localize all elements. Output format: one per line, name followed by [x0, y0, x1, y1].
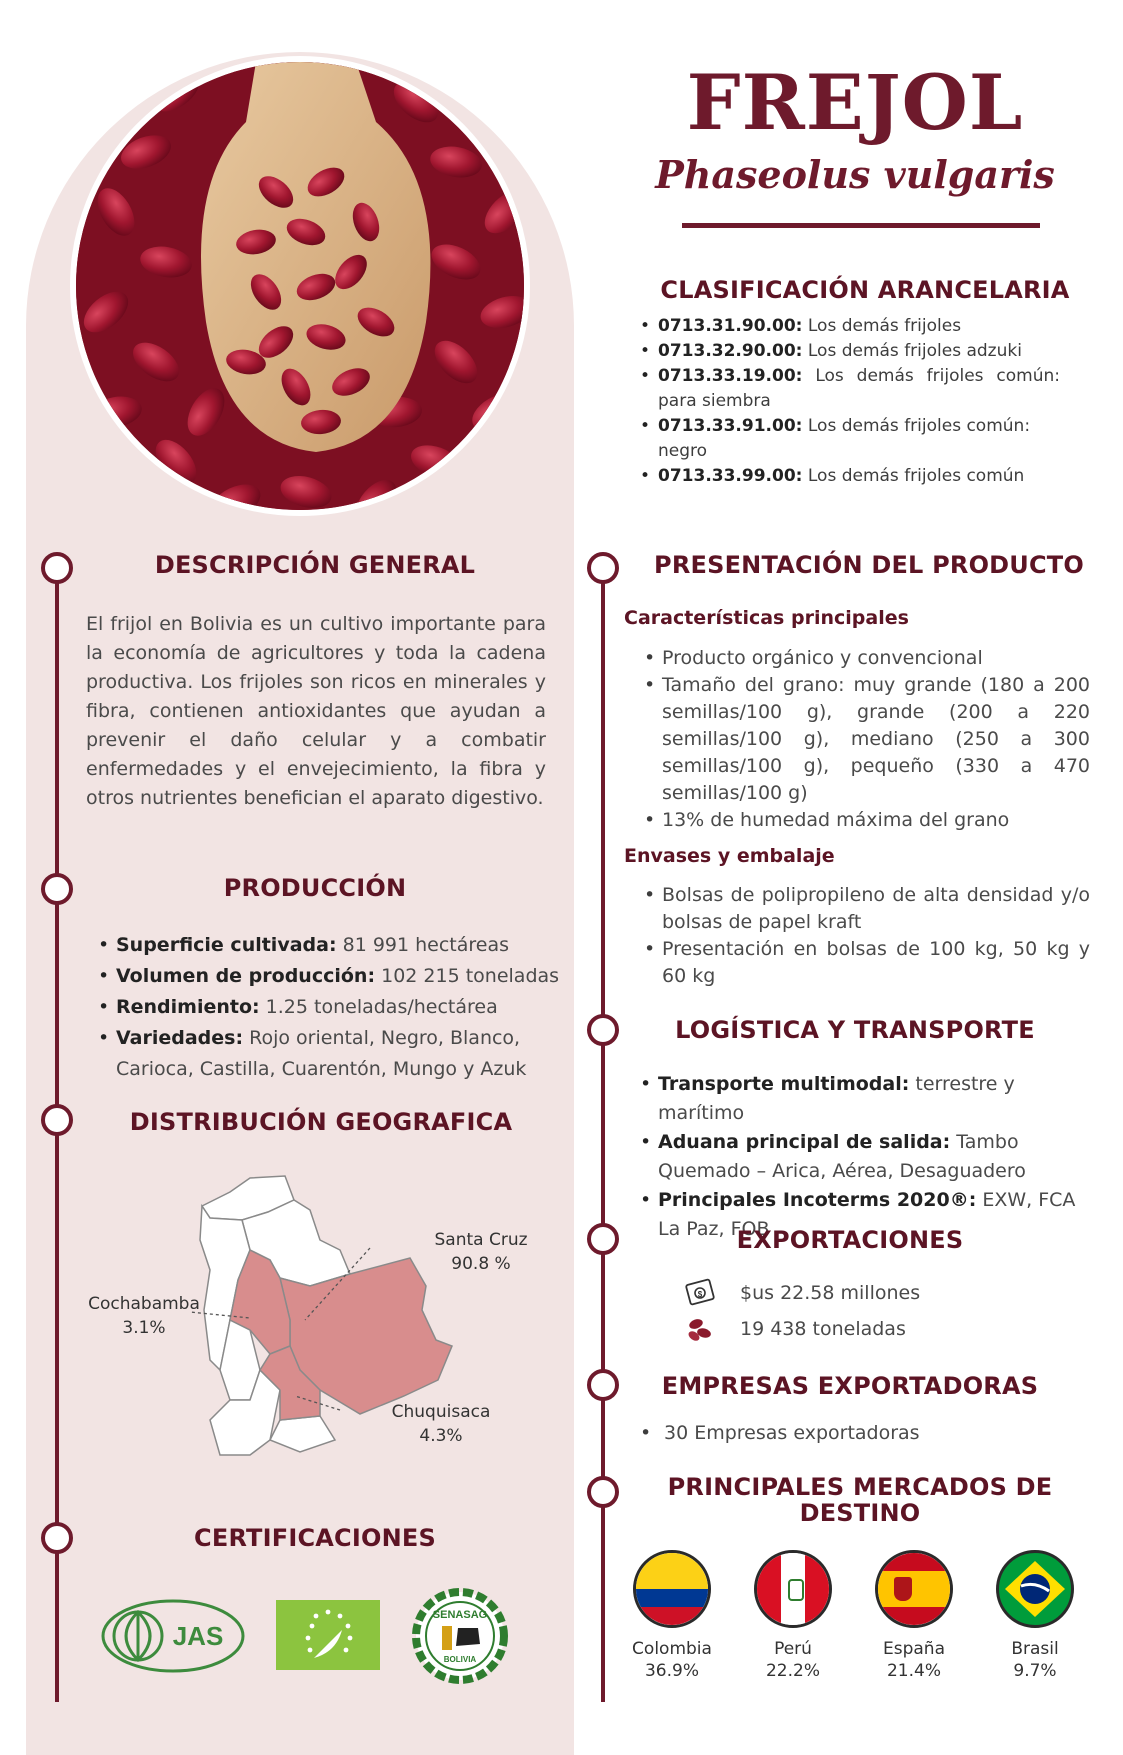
market-peru: Perú 22.2% — [738, 1550, 848, 1682]
list-item: • 0713.33.99.00: Los demás frijoles común — [636, 464, 1060, 489]
distribution-heading: DISTRIBUCIÓN GEOGRAFICA — [129, 1108, 513, 1136]
senasag-logo-subtext: BOLIVIA — [443, 1655, 477, 1664]
list-item: • Volumen de producción: 102 215 toneladas — [94, 961, 564, 992]
characteristics-list — [640, 645, 1090, 834]
list-item: • 0713.32.90.00: Los demás frijoles adzuki — [636, 339, 1060, 364]
map-tarija — [270, 1416, 335, 1452]
title-divider — [682, 223, 1040, 228]
timeline-node — [587, 1369, 619, 1401]
list-item: • 13% de humedad máxima del grano — [640, 807, 1090, 834]
map-label-chuquisaca: Chuquisaca 4.3% — [391, 1402, 491, 1446]
list-item: • Variedades: Rojo oriental, Negro, Blanco, Carioca, Castilla, Cuarentón, Mungo y Azuk — [94, 1023, 564, 1085]
production-list — [94, 930, 564, 1085]
timeline-node — [41, 1522, 73, 1554]
list-item: • 0713.31.90.00: Los demás frijoles — [636, 314, 1060, 339]
timeline-node — [41, 1104, 73, 1136]
description-heading: DESCRIPCIÓN GENERAL — [154, 551, 476, 579]
timeline-node — [587, 1014, 619, 1046]
list-item: • Aduana principal de salida: Tambo Quemado – Arica, Aérea, Desaguadero — [636, 1128, 1096, 1186]
svg-text:$: $ — [697, 1290, 703, 1299]
description-body: El frijol en Bolivia es un cultivo importante para la economía de agricultores y toda la cadena productiva. Los frijoles son ricos en minerales y fibra, contienen antioxidantes que ayudan a prevenir el daño celular y a combatir enfermedades y el envejecimiento, la fibra y otros nutrientes benefician el aparato digestivo. — [86, 613, 546, 809]
exports-value-row — [684, 1278, 920, 1308]
list-item: • Presentación en bolsas de 100 kg, 50 kg y 60 kg — [640, 936, 1090, 990]
jas-logo — [100, 1598, 246, 1674]
list-item: • Superficie cultivada: 81 991 hectáreas — [94, 930, 564, 961]
peru-flag-icon — [754, 1550, 832, 1628]
map-label-cochabamba: Cochabamba 3.1% — [88, 1294, 200, 1338]
list-item: • Tamaño del grano: muy grande (180 a 200 semillas/100 g), grande (200 a 220 semillas/100 g), mediano (250 a 300 semillas/100 g), pequeño (330 a 470 semillas/100 g) — [640, 672, 1090, 807]
beans-icon — [684, 1314, 718, 1344]
senasag-logo — [412, 1588, 508, 1684]
logistics-list — [636, 1070, 1096, 1244]
right-timeline — [601, 566, 605, 1702]
market-colombia: Colombia 36.9% — [617, 1550, 727, 1682]
beans-photo — [70, 56, 530, 516]
markets-heading: PRINCIPALES MERCADOS DE DESTINO — [667, 1473, 1053, 1527]
jas-logo-text: JAS — [172, 1621, 224, 1651]
timeline-node — [587, 552, 619, 584]
beans-illustration — [76, 62, 530, 516]
companies-heading: EMPRESAS EXPORTADORAS — [661, 1372, 1039, 1400]
list-item: • Producto orgánico y convencional — [640, 645, 1090, 672]
market-brazil: Brasil 9.7% — [980, 1550, 1090, 1682]
page-title: FREJOL — [686, 58, 1024, 147]
characteristics-title: Características principales — [624, 607, 909, 629]
list-item: • Rendimiento: 1.25 toneladas/hectárea — [94, 992, 564, 1023]
colombia-flag-icon — [633, 1550, 711, 1628]
spain-flag-icon — [875, 1550, 953, 1628]
list-item: • Transporte multimodal: terrestre y marítimo — [636, 1070, 1096, 1128]
exports-volume: 19 438 toneladas — [740, 1318, 906, 1340]
certifications-heading: CERTIFICACIONES — [194, 1524, 436, 1552]
companies-list — [636, 1420, 1076, 1447]
exports-volume-row — [684, 1314, 906, 1344]
brazil-flag-icon — [996, 1550, 1074, 1628]
presentation-heading: PRESENTACIÓN DEL PRODUCTO — [654, 551, 1084, 579]
list-item: • 0713.33.19.00: Los demás frijoles común: para siembra — [636, 364, 1060, 414]
exports-heading: EXPORTACIONES — [736, 1226, 964, 1254]
timeline-node — [587, 1223, 619, 1255]
timeline-node — [41, 552, 73, 584]
market-spain: España 21.4% — [859, 1550, 969, 1682]
exports-value: $us 22.58 millones — [740, 1282, 921, 1304]
scientific-name: Phaseolus vulgaris — [655, 152, 1055, 197]
list-item: • 30 Empresas exportadoras — [636, 1420, 1076, 1447]
packaging-list — [640, 882, 1090, 990]
list-item: • 0713.33.91.00: Los demás frijoles común: negro — [636, 414, 1060, 464]
production-heading: PRODUCCIÓN — [223, 874, 407, 902]
money-icon — [684, 1278, 718, 1308]
packaging-title: Envases y embalaje — [624, 845, 835, 867]
eu-organic-logo — [276, 1600, 380, 1670]
timeline-node — [41, 873, 73, 905]
timeline-node — [587, 1476, 619, 1508]
tariff-list — [636, 314, 1060, 489]
list-item: • Bolsas de polipropileno de alta densidad y/o bolsas de papel kraft — [640, 882, 1090, 936]
senasag-logo-text: SENASAG — [432, 1609, 488, 1621]
logistics-heading: LOGÍSTICA Y TRANSPORTE — [675, 1016, 1035, 1044]
list-item: • Principales Incoterms 2020®: EXW, FCA La Paz, FOB — [636, 1186, 1096, 1244]
tariff-heading: CLASIFICACIÓN ARANCELARIA — [660, 276, 1070, 304]
map-label-santa-cruz: Santa Cruz 90.8 % — [434, 1230, 528, 1274]
